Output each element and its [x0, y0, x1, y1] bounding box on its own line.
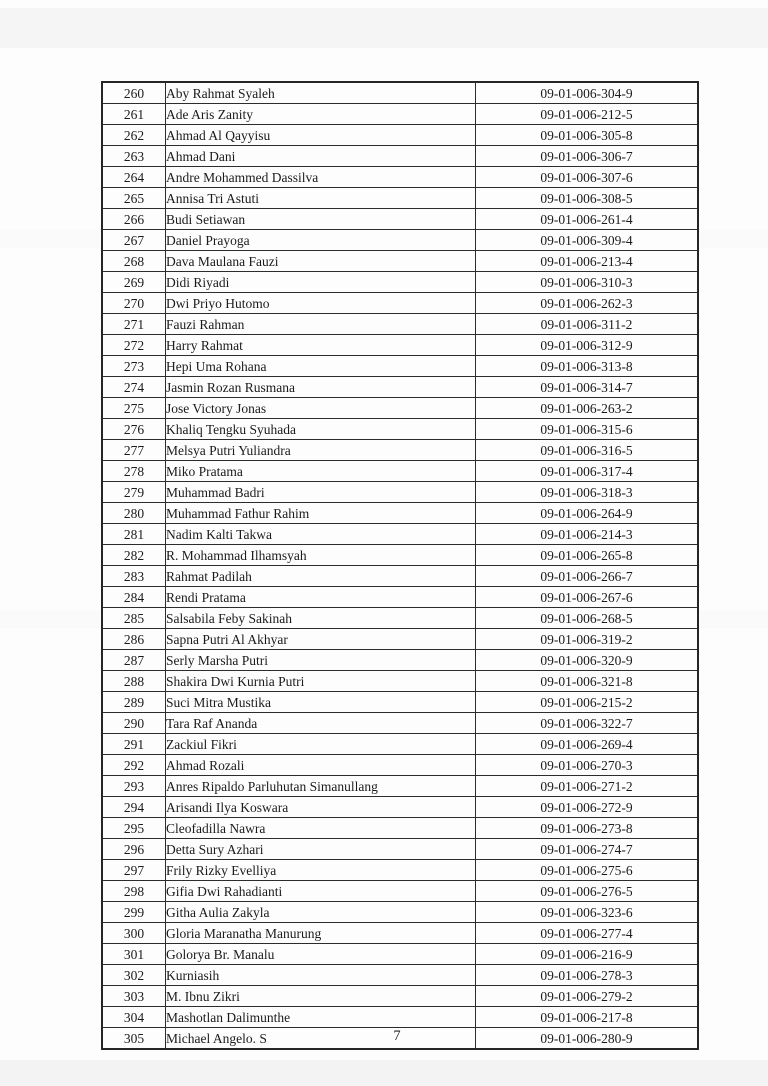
table-row — [102, 167, 698, 188]
scan-artifact-band — [0, 8, 768, 48]
row-name-cell: Daniel Prayoga — [166, 230, 476, 251]
row-registration-id-cell: 09-01-006-261-4 — [476, 209, 699, 230]
row-registration-id-cell: 09-01-006-217-8 — [476, 1007, 699, 1028]
row-name-cell: Shakira Dwi Kurnia Putri — [166, 671, 476, 692]
row-number-cell: 276 — [102, 419, 166, 440]
row-name-cell: Ahmad Dani — [166, 146, 476, 167]
row-name-cell: Jasmin Rozan Rusmana — [166, 377, 476, 398]
row-registration-id-cell: 09-01-006-279-2 — [476, 986, 699, 1007]
row-number-cell: 284 — [102, 587, 166, 608]
row-registration-id-cell: 09-01-006-215-2 — [476, 692, 699, 713]
row-number-cell: 303 — [102, 986, 166, 1007]
row-name-cell: Melsya Putri Yuliandra — [166, 440, 476, 461]
row-number-cell: 269 — [102, 272, 166, 293]
row-name-cell: Golorya Br. Manalu — [166, 944, 476, 965]
row-registration-id-cell: 09-01-006-263-2 — [476, 398, 699, 419]
row-registration-id-cell: 09-01-006-268-5 — [476, 608, 699, 629]
row-name-cell: Anres Ripaldo Parluhutan Simanullang — [166, 776, 476, 797]
row-number-cell: 299 — [102, 902, 166, 923]
row-registration-id-cell: 09-01-006-273-8 — [476, 818, 699, 839]
row-number-cell: 278 — [102, 461, 166, 482]
table-row — [102, 734, 698, 755]
row-registration-id-cell: 09-01-006-275-6 — [476, 860, 699, 881]
row-name-cell: Detta Sury Azhari — [166, 839, 476, 860]
row-name-cell: Muhammad Fathur Rahim — [166, 503, 476, 524]
row-number-cell: 286 — [102, 629, 166, 650]
table-row — [102, 545, 698, 566]
row-number-cell: 268 — [102, 251, 166, 272]
row-name-cell: Githa Aulia Zakyla — [166, 902, 476, 923]
table-row — [102, 146, 698, 167]
row-name-cell: Gifia Dwi Rahadianti — [166, 881, 476, 902]
row-name-cell: M. Ibnu Zikri — [166, 986, 476, 1007]
row-name-cell: Frily Rizky Evelliya — [166, 860, 476, 881]
table-row — [102, 797, 698, 818]
table-row — [102, 377, 698, 398]
row-registration-id-cell: 09-01-006-276-5 — [476, 881, 699, 902]
row-number-cell: 280 — [102, 503, 166, 524]
row-name-cell: Rendi Pratama — [166, 587, 476, 608]
row-registration-id-cell: 09-01-006-314-7 — [476, 377, 699, 398]
row-name-cell: Hepi Uma Rohana — [166, 356, 476, 377]
row-name-cell: Miko Pratama — [166, 461, 476, 482]
row-name-cell: Serly Marsha Putri — [166, 650, 476, 671]
row-number-cell: 301 — [102, 944, 166, 965]
roster-table-body — [102, 82, 698, 1049]
row-registration-id-cell: 09-01-006-212-5 — [476, 104, 699, 125]
row-name-cell: Ade Aris Zanity — [166, 104, 476, 125]
row-registration-id-cell: 09-01-006-322-7 — [476, 713, 699, 734]
row-number-cell: 296 — [102, 839, 166, 860]
table-row — [102, 398, 698, 419]
row-number-cell: 271 — [102, 314, 166, 335]
table-row — [102, 503, 698, 524]
row-name-cell: Khaliq Tengku Syuhada — [166, 419, 476, 440]
row-name-cell: R. Mohammad Ilhamsyah — [166, 545, 476, 566]
row-registration-id-cell: 09-01-006-319-2 — [476, 629, 699, 650]
row-number-cell: 285 — [102, 608, 166, 629]
table-row — [102, 671, 698, 692]
row-name-cell: Michael Angelo. S — [166, 1028, 476, 1050]
row-number-cell: 273 — [102, 356, 166, 377]
row-registration-id-cell: 09-01-006-213-4 — [476, 251, 699, 272]
scan-artifact-band — [0, 1060, 768, 1086]
row-number-cell: 295 — [102, 818, 166, 839]
row-number-cell: 281 — [102, 524, 166, 545]
table-row — [102, 230, 698, 251]
row-number-cell: 266 — [102, 209, 166, 230]
row-registration-id-cell: 09-01-006-280-9 — [476, 1028, 699, 1050]
row-registration-id-cell: 09-01-006-304-9 — [476, 82, 699, 104]
row-number-cell: 283 — [102, 566, 166, 587]
table-row — [102, 209, 698, 230]
row-registration-id-cell: 09-01-006-308-5 — [476, 188, 699, 209]
row-registration-id-cell: 09-01-006-272-9 — [476, 797, 699, 818]
table-row — [102, 125, 698, 146]
row-number-cell: 270 — [102, 293, 166, 314]
row-registration-id-cell: 09-01-006-313-8 — [476, 356, 699, 377]
row-name-cell: Didi Riyadi — [166, 272, 476, 293]
table-row — [102, 587, 698, 608]
row-number-cell: 293 — [102, 776, 166, 797]
row-name-cell: Fauzi Rahman — [166, 314, 476, 335]
table-row — [102, 902, 698, 923]
row-number-cell: 302 — [102, 965, 166, 986]
row-number-cell: 305 — [102, 1028, 166, 1050]
table-row — [102, 755, 698, 776]
row-registration-id-cell: 09-01-006-262-3 — [476, 293, 699, 314]
table-row — [102, 524, 698, 545]
row-number-cell: 267 — [102, 230, 166, 251]
table-row — [102, 608, 698, 629]
row-name-cell: Dwi Priyo Hutomo — [166, 293, 476, 314]
row-name-cell: Rahmat Padilah — [166, 566, 476, 587]
row-number-cell: 277 — [102, 440, 166, 461]
table-row — [102, 881, 698, 902]
row-number-cell: 294 — [102, 797, 166, 818]
row-registration-id-cell: 09-01-006-309-4 — [476, 230, 699, 251]
row-number-cell: 264 — [102, 167, 166, 188]
row-registration-id-cell: 09-01-006-270-3 — [476, 755, 699, 776]
row-name-cell: Salsabila Feby Sakinah — [166, 608, 476, 629]
row-number-cell: 290 — [102, 713, 166, 734]
page-number: 7 — [393, 1028, 401, 1044]
row-registration-id-cell: 09-01-006-267-6 — [476, 587, 699, 608]
row-registration-id-cell: 09-01-006-310-3 — [476, 272, 699, 293]
row-name-cell: Zackiul Fikri — [166, 734, 476, 755]
table-row — [102, 713, 698, 734]
row-registration-id-cell: 09-01-006-320-9 — [476, 650, 699, 671]
row-registration-id-cell: 09-01-006-214-3 — [476, 524, 699, 545]
row-number-cell: 279 — [102, 482, 166, 503]
row-number-cell: 265 — [102, 188, 166, 209]
row-number-cell: 263 — [102, 146, 166, 167]
row-number-cell: 304 — [102, 1007, 166, 1028]
table-row — [102, 188, 698, 209]
row-registration-id-cell: 09-01-006-277-4 — [476, 923, 699, 944]
row-registration-id-cell: 09-01-006-306-7 — [476, 146, 699, 167]
row-name-cell: Kurniasih — [166, 965, 476, 986]
table-row — [102, 944, 698, 965]
row-registration-id-cell: 09-01-006-316-5 — [476, 440, 699, 461]
table-row — [102, 629, 698, 650]
row-registration-id-cell: 09-01-006-269-4 — [476, 734, 699, 755]
row-name-cell: Arisandi Ilya Koswara — [166, 797, 476, 818]
row-number-cell: 297 — [102, 860, 166, 881]
table-row — [102, 419, 698, 440]
row-registration-id-cell: 09-01-006-318-3 — [476, 482, 699, 503]
row-number-cell: 288 — [102, 671, 166, 692]
row-name-cell: Gloria Maranatha Manurung — [166, 923, 476, 944]
table-row — [102, 482, 698, 503]
row-number-cell: 289 — [102, 692, 166, 713]
row-name-cell: Sapna Putri Al Akhyar — [166, 629, 476, 650]
table-row — [102, 82, 698, 104]
table-row — [102, 566, 698, 587]
table-row — [102, 818, 698, 839]
table-row — [102, 776, 698, 797]
row-number-cell: 298 — [102, 881, 166, 902]
row-name-cell: Muhammad Badri — [166, 482, 476, 503]
roster-table — [101, 81, 699, 1050]
table-row — [102, 986, 698, 1007]
table-row — [102, 860, 698, 881]
row-number-cell: 287 — [102, 650, 166, 671]
table-row — [102, 839, 698, 860]
row-name-cell: Jose Victory Jonas — [166, 398, 476, 419]
table-row — [102, 1007, 698, 1028]
table-row — [102, 293, 698, 314]
table-row — [102, 251, 698, 272]
row-name-cell: Harry Rahmat — [166, 335, 476, 356]
row-name-cell: Mashotlan Dalimunthe — [166, 1007, 476, 1028]
row-name-cell: Tara Raf Ananda — [166, 713, 476, 734]
row-registration-id-cell: 09-01-006-311-2 — [476, 314, 699, 335]
row-name-cell: Nadim Kalti Takwa — [166, 524, 476, 545]
row-number-cell: 261 — [102, 104, 166, 125]
table-row — [102, 335, 698, 356]
row-number-cell: 300 — [102, 923, 166, 944]
table-row — [102, 965, 698, 986]
table-row — [102, 692, 698, 713]
row-registration-id-cell: 09-01-006-315-6 — [476, 419, 699, 440]
row-registration-id-cell: 09-01-006-278-3 — [476, 965, 699, 986]
row-number-cell: 262 — [102, 125, 166, 146]
table-row — [102, 272, 698, 293]
table-row — [102, 440, 698, 461]
row-name-cell: Aby Rahmat Syaleh — [166, 82, 476, 104]
row-registration-id-cell: 09-01-006-317-4 — [476, 461, 699, 482]
row-registration-id-cell: 09-01-006-264-9 — [476, 503, 699, 524]
row-name-cell: Annisa Tri Astuti — [166, 188, 476, 209]
row-registration-id-cell: 09-01-006-266-7 — [476, 566, 699, 587]
table-row — [102, 356, 698, 377]
row-number-cell: 260 — [102, 82, 166, 104]
row-name-cell: Budi Setiawan — [166, 209, 476, 230]
row-name-cell: Andre Mohammed Dassilva — [166, 167, 476, 188]
row-name-cell: Suci Mitra Mustika — [166, 692, 476, 713]
row-number-cell: 275 — [102, 398, 166, 419]
row-registration-id-cell: 09-01-006-321-8 — [476, 671, 699, 692]
row-registration-id-cell: 09-01-006-305-8 — [476, 125, 699, 146]
row-registration-id-cell: 09-01-006-274-7 — [476, 839, 699, 860]
row-name-cell: Ahmad Rozali — [166, 755, 476, 776]
row-number-cell: 272 — [102, 335, 166, 356]
table-row — [102, 461, 698, 482]
row-number-cell: 274 — [102, 377, 166, 398]
row-name-cell: Cleofadilla Nawra — [166, 818, 476, 839]
table-row — [102, 923, 698, 944]
row-registration-id-cell: 09-01-006-271-2 — [476, 776, 699, 797]
table-row — [102, 104, 698, 125]
row-registration-id-cell: 09-01-006-307-6 — [476, 167, 699, 188]
row-registration-id-cell: 09-01-006-312-9 — [476, 335, 699, 356]
row-number-cell: 291 — [102, 734, 166, 755]
row-registration-id-cell: 09-01-006-216-9 — [476, 944, 699, 965]
row-number-cell: 292 — [102, 755, 166, 776]
row-number-cell: 282 — [102, 545, 166, 566]
row-registration-id-cell: 09-01-006-265-8 — [476, 545, 699, 566]
table-row — [102, 650, 698, 671]
row-registration-id-cell: 09-01-006-323-6 — [476, 902, 699, 923]
row-name-cell: Dava Maulana Fauzi — [166, 251, 476, 272]
row-name-cell: Ahmad Al Qayyisu — [166, 125, 476, 146]
table-row — [102, 314, 698, 335]
